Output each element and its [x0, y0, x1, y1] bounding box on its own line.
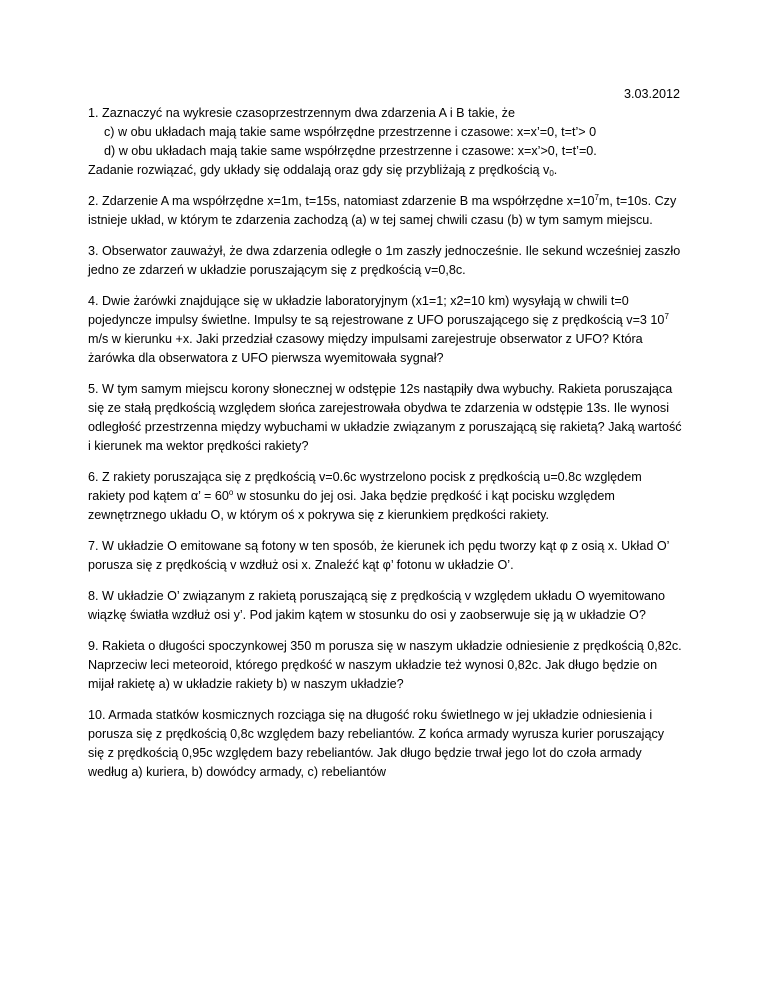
- problem-6: [88, 468, 682, 525]
- problem-10: 10. Armada statków kosmicznych rozciąga się na długość roku świetlnego w jej układzie odniesienia i porusza się z prędkością 0,8c względem bazy rebeliantów. Z końca armady wyrusza kurier poruszający się z prędkością 0,95c względem bazy rebeliantów. Jak długo będzie trwał jego lot do czoła armady według a) kuriera, b) dowódcy armady, c) rebeliantów: [88, 708, 665, 779]
- problem-6-degree: o: [228, 488, 234, 497]
- problem-1-item-c: c) w obu układach mają takie same współrzędne przestrzenne i czasowe: x=x’=0, t=t’> 0: [104, 125, 597, 139]
- problem-1: [88, 104, 682, 180]
- problem-4-exponent: 7: [664, 312, 669, 321]
- problem-1-outro-end: .: [553, 163, 558, 177]
- problem-5: 5. W tym samym miejscu korony słonecznej w odstępie 12s nastąpiły dwa wybuchy. Rakieta poruszająca się ze stałą prędkością względem słońca zarejestrowała obydwa te zdarzenia w odstępie 13s. Ile wynosi odległość przestrzenna między wybuchami w układzie związanym z poruszającą się rakietą? Jaką wartość i kierunek ma wektor prędkości rakiety?: [88, 382, 682, 453]
- document-date: 3.03.2012: [623, 87, 680, 101]
- problem-7: 7. W układzie O emitowane są fotony w ten sposób, że kierunek ich pędu tworzy kąt φ z osią x. Układ O’ porusza się z prędkością v wzdłuż osi x. Znaleźć kąt φ’ fotonu w układzie O’.: [88, 539, 669, 572]
- problem-6-text-b: w stosunku do jej osi. Jaka będzie prędkość i kąt pocisku względem zewnętrznego układu O, w którym oś x pokrywa się z kierunkiem prędkości rakiety.: [88, 489, 615, 522]
- problem-1-outro-text: Zadanie rozwiązać, gdy układy się oddalają oraz gdy się przybliżają z prędkością v: [88, 163, 550, 177]
- problem-4-text-a: 4. Dwie żarówki znajdujące się w układzie laboratoryjnym (x1=1; x2=10 km) wysyłają w chwili t=0 pojedyncze impulsy świetlne. Impulsy te są rejestrowane z UFO poruszającego się z prędkością v=3 10: [88, 294, 665, 327]
- problem-1-item-d: d) w obu układach mają takie same współrzędne przestrzenne i czasowe: x=x’>0, t=t’=0.: [104, 144, 597, 158]
- problem-3: 3. Obserwator zauważył, że dwa zdarzenia odległe o 1m zaszły jednocześnie. Ile sekund wcześniej zaszło jedno ze zdarzeń w układzie poruszającym się z prędkością v=0,8c.: [88, 244, 681, 277]
- problem-1-outro: [88, 161, 682, 180]
- problem-4: [88, 292, 682, 368]
- problem-list: [88, 104, 682, 794]
- problem-8: 8. W układzie O’ związanym z rakietą poruszającą się z prędkością v względem układu O wyemitowano wiązkę światła wzdłuż osi y’. Pod jakim kątem w stosunku do osi y zaobserwuje się ją w układzie O?: [88, 589, 665, 622]
- problem-1-intro: 1. Zaznaczyć na wykresie czasoprzestrzennym dwa zdarzenia A i B takie, że: [88, 106, 515, 120]
- problem-6-angle: α’ = 60: [190, 489, 229, 503]
- problem-2-text-b: m, t=10s. Czy istnieje układ, w którym te zdarzenia zachodzą (a) w tej samej chwili czasu (b) w tym samym miejscu.: [88, 194, 677, 227]
- problem-4-text-b: m/s w kierunku +x. Jaki przedział czasowy między impulsami zarejestruje obserwator z UFO? Która żarówka dla obserwatora z UFO pierwsza wyemitowała sygnał?: [88, 332, 643, 365]
- problem-6-text-a: 6. Z rakiety poruszająca się z prędkością v=0.6c wystrzelono pocisk z prędkością u=0.8c względem rakiety pod kątem: [88, 470, 642, 503]
- problem-2-exponent: 7: [594, 193, 599, 202]
- problem-9: 9. Rakieta o długości spoczynkowej 350 m porusza się w naszym układzie odniesienie z prędkością 0,82c. Naprzeciw leci meteoroid, którego prędkość w naszym układzie też wynosi 0,82c. Jak długo będzie on mijał rakietę a) w układzie rakiety b) w naszym układzie?: [88, 639, 682, 691]
- problem-2-text-a: 2. Zdarzenie A ma współrzędne x=1m, t=15s, natomiast zdarzenie B ma współrzędne x=10: [88, 194, 595, 208]
- problem-2: [88, 192, 682, 230]
- problem-1-outro-subscript: 0: [549, 169, 554, 178]
